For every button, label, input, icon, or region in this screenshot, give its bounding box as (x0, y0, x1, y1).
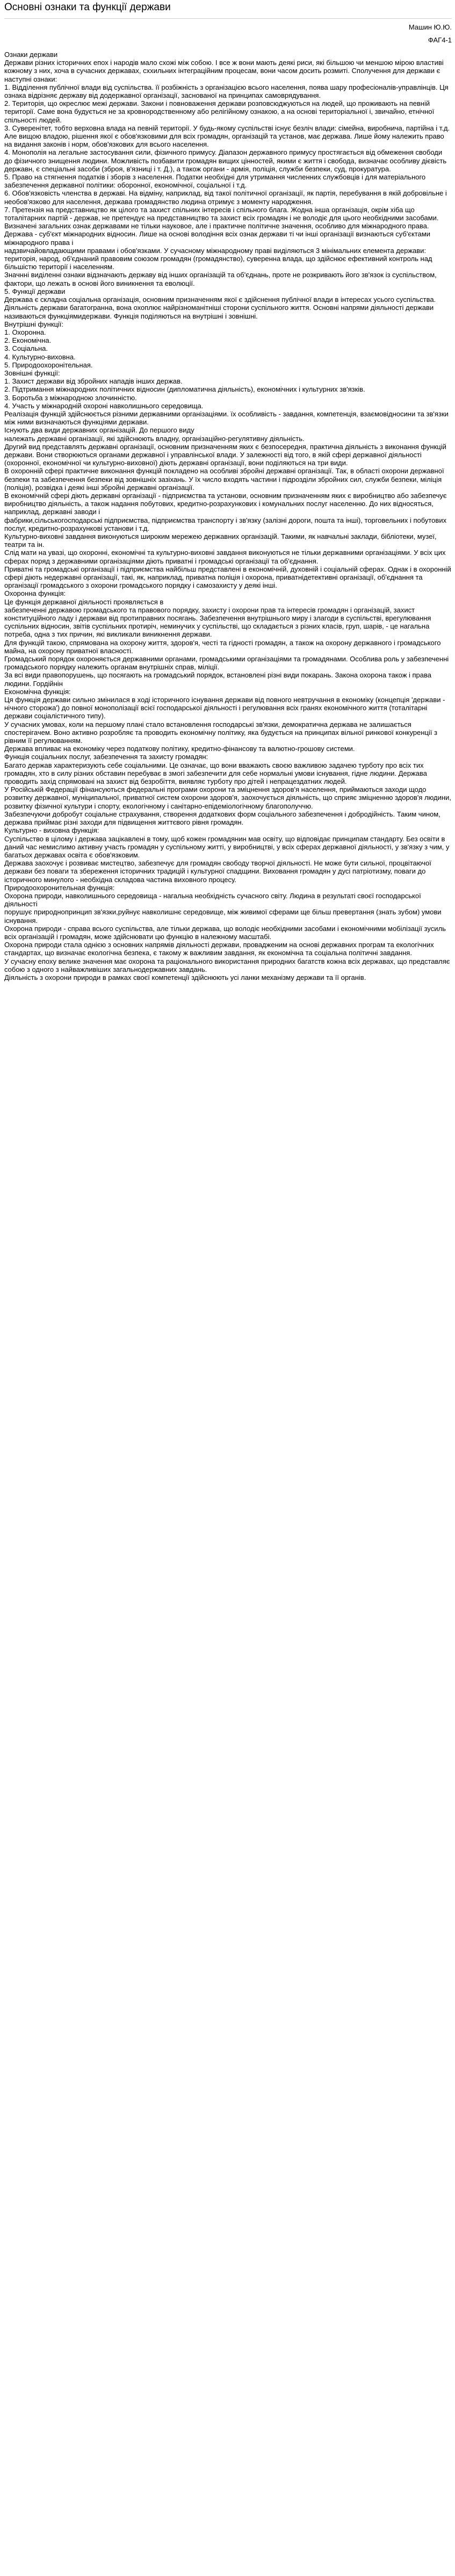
paragraph: Визначені загальних ознак державами не тільки науковое, але і практичне політичне значення, особливо для міжнародного права. Держава - суб'єкт міжнародних відносин. Лише на основі володіння всіх ознак держави ті чи інші організації визнаються суб'єктами міжнародного права і (4, 222, 431, 247)
paragraph: Другий вид представлять державні організації, основним призначенням яких є безпосередня, практична діяльність з виконання функцій держави. Вони створюються органами державної і управлінської влади. У залежності від того, в якій сфері державної діяльності (охоронної, економічної чи культурно-виховної) діють державні організації, вони поділяються на три види. (4, 442, 446, 467)
paragraph: Забезпечуючи добробут соціальне страхування, створення додаткових форм соціального забезпечення і добродійність. Таким чином, держава приймає різні заходи для підвищення життєвого рівня громадян. (4, 810, 440, 827)
paragraph: 4. Монополія на легальне застосування сили, фізичного примусу. Діапазон державного примусу простягається від обмеження свободи до фізичного знищення людини. Можливість позбавити громадян вищих цінностей, якими є життя і свобода, визначає особливу дієвість державн, є спеціальні засоби (зброя, в'язниці і т. Д.), а також органи - армія, поліція, служби безпеки, суд, прокуратура. (4, 148, 447, 173)
paragraph: Охорона природи стала однією з основних напрямів діяльності держави, провадженим на основі державних програм та екологічних стандартах, що визначає екологічна безпека, є такому ж важливим завдання, як економічна та соціальна політичні завдання. (4, 941, 434, 957)
paragraph: Суспільство в цілому і держава зацікавлені в тому, щоб кожен громадянин мав освіту, що відповідає принципам стандарту. Без освіти в даний час немислимо активну участь громадян у суспільному житті, у виробництві, у всіх сферах державної діяльності, у зв'язку з чим, у багатьох державах освіта є обов'язковим. (4, 834, 450, 859)
paragraph: У сучасних умовах, коли на першому плані стало встановлення господарські зв'язки, демократична держава не залишається спостерігачем. Воно активно розробляє та проводить економічну політику, яка будується на принципах вільної ринкової конкуренції з рівним її регулюванням. (4, 720, 437, 745)
paragraph: Значнні виділенні ознаки відзначають державу від інших організацій та об'єднань, проте не розкривають його зв'язок із суспільством, фактори, що лежать в основі його виникнення та еволюції. (4, 271, 437, 287)
author-name: Машин Ю.Ю. (408, 23, 452, 31)
paragraph: 2. Підтримання міжнародних політичних відносин (дипломатична діяльність), економічних і культурних зв'язків. (4, 385, 365, 394)
paragraph: Природоохоронительная функція: (4, 883, 115, 892)
paragraph: Охоронна функція: (4, 589, 66, 598)
document-meta (4, 23, 452, 45)
paragraph: Економічна функція: (4, 687, 71, 696)
paragraph: 3. Суверенітет, тобто верховна влада на певній території. У будь-якому суспільстві існує безліч влади: сімейна, виробнича, партійна і т.д. Але вищою владою, рішення якої є обов'язковими для всіх громадян, організацій та установ, має держава. Лише йому належить право на видання законів і норм, обов'язкових для всього населення. (4, 124, 450, 149)
paragraph: 6. Обов'язковість членства в державі. На відміну, наприклад, від такої політичної організації, як партія, перебування в якій добровільне і необов'язково для населення, держава громадянство людина отримує з моменту народження. (4, 189, 447, 206)
paragraph: Держави різних історичних епох і народів мало схожі між собою. І все ж вони мають деякі риси, які більшою чи меншою мірою властиві кожному з них, хоча в сучасних державах, сххильних інтеграційним процесам, вони часом досить розмиті. Сполучення для держави є наступні ознаки: (4, 59, 444, 83)
paragraph: Приватні та громадські організації і підприємства найбільш представлені в економічній, духовній і соціальній сферах. Однак і в охоронній сфері діють недержавні організації, такі, як, наприклад, приватна поліція і охорона, приватнідетективні організації, об'єднання та організації громадського з охорони громадського порядку і самозахисту у деякі інші. (4, 565, 451, 590)
title-divider (4, 18, 452, 19)
paragraph: 2. Територія, що окреслює межі держави. Закони і повноваження держави розповсюджуються на людей, що проживають на певній території. Саме вона будується не за кровнородственному або релігійному ознакою, а на основі територіальної і, звичайно, етнічної спільності людей. (4, 99, 435, 124)
paragraph: За всі види правопорушень, що посягають на громадський порядок, встановлені різні види покарань. Закона охорона також і права людини. Гордійнін (4, 671, 432, 688)
paragraph: 5. Природоохоронітельная. (4, 360, 93, 369)
paragraph: 3. Соціальна. (4, 344, 48, 353)
paragraph: Для функцій такою, спрямована на охорону життя, здоров'я, честі та гідності громадян, а також на охорону державного і громадського майна, на охорону приватної власності. (4, 638, 441, 655)
paragraph: Держава впливає на економіку через податкову політику, кредитно-фінансову та валютно-грошову системи. (4, 745, 355, 753)
paragraph: Реалізація функцій здійснюється різними державними організаціями. їх особливість - завдання, компетенція, взаємовідносини та зв'язки між ними визначаються функціями держави. (4, 409, 449, 427)
paragraph: фабрики,сільськогосподарські підприємства, підприємства транспорту і зв'язку (залізні дороги, пошта та інші), торговельних і побутових послуг, кредитно-розрахункові установи і т.д. (4, 516, 447, 532)
paragraph: 7. Претензія на представництво як цілого та захист спільних інтересів і спільного блага. Жодна інша організація, окрім хіба що тоталітарних партій - держав, не претендує на представництво та захист всіх громадян і не володіє для цього необхідними засобами. (4, 205, 439, 222)
paragraph: У Російській Федерації фінансуються федеральні програми охорони та зміцнення здоров'я населення, приймаються заходи щодо розвитку державної, муніципальної, приватної систем охорони здоров'я, заохочується діяльність, що сприяє зміцненню здоров'я людини, розвитку фізичної культури і спорту, екологічному і санітарно-епідеміологічному благополуччю. (4, 785, 451, 810)
paragraph: 4. Участь у міжнародній охороні навколишнього середовища. (4, 401, 204, 410)
document-body (4, 50, 452, 982)
paragraph: Ознаки держави (4, 50, 58, 59)
paragraph: 5. Право на стягнення податків і зборів з населення. Податки необхідні для утримання численних службовців і для матеріального забезпечення державної політики: оборонної, економічної, соціальної і т.д. (4, 173, 426, 190)
paragraph: Охорона природи - справа всього суспільства, але тільки держава, що володіє необхідними засобами і економічними мобілізації зусиль всіх організацій і громадян, може здійснювати цю функцію в належному масштабі. (4, 924, 446, 941)
paragraph: Держава заохочує і розвиває мистецтво, забезпечує для громадян свободу творчої діяльності. Не може бути сильної, процвітаючої держави без поваги та збереження історичних традицій і культурної спадщини. Виховання громадян у дусі патріотизму, поваги до історичного минулого - необхідна складова частина виховного процесу. (4, 859, 431, 884)
paragraph: 4. Культурно-виховна. (4, 352, 76, 361)
paragraph: Внутрішні функції: (4, 320, 64, 328)
paragraph: забезпеченні державою громадського та правового порядку, захисту і охорони прав та інтересів громадян і організацій, захист конституційного ладу і держави від протиправних посягань. Забезпечення внутрішнього миру і злагоди в суспільстві, врегулювання суспільних відносин, звітів суспільних протиріч, неминучих у суспільстві, що складається з різних класів, груп, шарів, - це нагальна потреба, одна з тих причин, які викликали виникнення держави. (4, 605, 431, 639)
paragraph: Існують два види державних організацій. До першого виду (4, 426, 194, 435)
paragraph: В економічній сфері діють державні організації - підприємства та установи, основним призначенням яких є виробництво або забезпечує виробництво діяльність, а також надання побутових, кредитно-розрахункових і комунальних послуг населенню. До них відносяться, наприклад, державні заводи і (4, 491, 447, 516)
group-code: ФАГ4-1 (428, 36, 452, 44)
paragraph: Держава є складна соціальна організація, основним призначенням якої є здійснення публічної влади в інтересах усього суспільства. (4, 295, 436, 304)
paragraph: Зовнішні функції: (4, 369, 60, 377)
paragraph: Охорона природи, навколишнього середовища - нагальна необхідність сучасного світу. Людина в результаті своєї господарської діяльності (4, 891, 421, 908)
paragraph: 5. Функції держави (4, 287, 66, 295)
paragraph: Культурно-виховні завдання виконуються широким мережею державних організацій. Такими, як навчальні заклади, бібліотеки, музеї, театри та ін. (4, 532, 437, 549)
paragraph: належать державні організації, які здійснюють владну, організаційно-регулятивну діяльність. (4, 434, 305, 443)
paragraph: Діяльність з охорони природи в рамках своєї компетенції здійснюють усі ланки механізму держави та її органів. (4, 973, 366, 982)
paragraph: 1. Захист держави від збройних нападів інших держав. (4, 377, 183, 386)
paragraph: порушує природнопринцип зв'язки,руйнує навколишнє середовище, між живимої сферами ще більш превертання (знать зубом) умови існування. (4, 908, 442, 925)
paragraph: надзвичайовладающими правами і обов'язками. У сучасному міжнародному праві виділяються 3 мінімальних елемента держави: територія, народ, об'єднаний правовим союзом громадян (громадянство), суверенна влада, що здійснює ефективний контроль над більшістю території і населенням. (4, 246, 432, 271)
page-title: Основні ознаки та функції держави (4, 2, 171, 13)
paragraph: Громадський порядок охороняється державними органами, громадськими організаціями та громадянами. Особлива роль у забезпеченні громадського порядку належить органам внутрішніх справ, міліції. (4, 655, 449, 672)
paragraph: Культурно - виховна функція: (4, 826, 99, 835)
paragraph: 1. Відділення публічної влади від суспільства. її розбіжність з організацією всього населення, поява шару професіоналів-управлінців. Ця ознака відрізняє державу від додержавної організації, заснованої на принципах самоврядування. (4, 83, 449, 100)
paragraph: Функція соціальних послуг, забезпечення та захисту громадян: (4, 753, 208, 761)
paragraph: Це функція державної діяльності проявляється в (4, 597, 164, 606)
paragraph: Діяльність держави багатогранна, вона охоплює найрізноманітніші сторони суспільного життя. Основні напрями діяльності держави (4, 304, 434, 312)
paragraph: 1. Охоронна. (4, 328, 46, 336)
paragraph: називаються функціямидержави. Функція поділяються на внутрішні і зовнішні. (4, 312, 258, 320)
paragraph: Слід мати на увазі, що охоронні, економічні та культурно-виховні завдання виконуються не тільки державними організаціями. У всіх цих сферах поряд з державними організаціями діють приватні і громадські організації та об'єднання. (4, 549, 446, 565)
paragraph: Ця функція держави сильно змінилася в ході історичного існування держави від повного невтручання в економіку (концепція 'держави - нічного сторожа') до повної монополізації всієї господарської діяльності і регулювання всіх гранях економічного життя (тоталітарні держави соціалістичного типу). (4, 696, 445, 720)
paragraph: У сучасну епоху велике значення має охорона та раціонального використання природних багатств кожна всіх державах, що представляє собою з одного з найважливіших загальнодержавних завдань. (4, 957, 450, 973)
paragraph: 3. Боротьба з міжнародною злочинністю. (4, 393, 137, 402)
paragraph: 2. Економічна. (4, 336, 52, 345)
document-header (4, 0, 452, 20)
paragraph: Багато держав характеризують себе соціальними. Це означає, що вони вважають своєю важливою задачею турботу про всіх тих громадян, хто в силу різних обставин перебуває в змогі забезпечити для себе нормальні умови існування, гідне людини. Держава проводить захід спрямовані на захист від безробіття, виявляє турботу про дітей і непрацездатних людей. (4, 761, 427, 786)
paragraph: В охоронній сфері практичне виконання функцій покладено на особливі збройні державні організації. Так, в області охорони державної безпеки та забезпечення безпеки від зовнішніх зазіхань. У їх число входять частини і підрозділи збройних сил, служби безпеки, міліція (поліція), розвідка і деякі інші збройні державні організації. (4, 467, 444, 492)
